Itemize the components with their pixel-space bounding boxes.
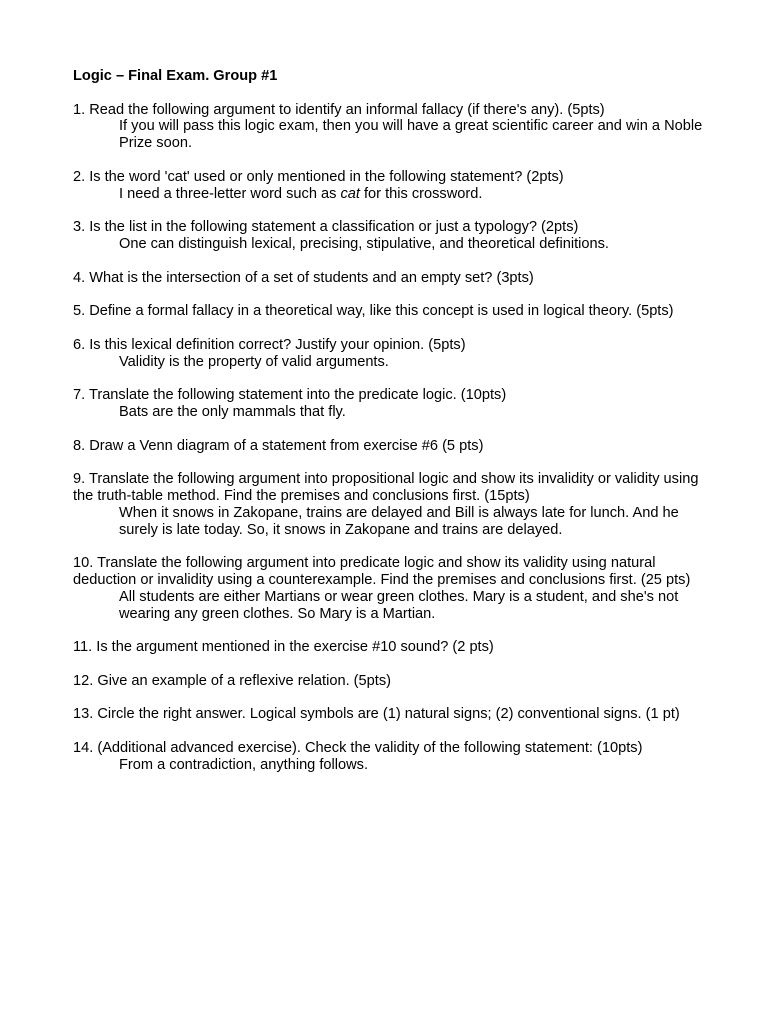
question-text: 2. Is the word 'cat' used or only mentioned in the following statement? (2pts) <box>73 168 564 185</box>
question-text: 5. Define a formal fallacy in a theoretical way, like this concept is used in logical theory. (5pts) <box>73 303 674 320</box>
question-quote: Validity is the property of valid arguments. <box>119 353 389 370</box>
question-text: 11. Is the argument mentioned in the exercise #10 sound? (2 pts) <box>73 639 494 656</box>
question-3 <box>73 219 703 253</box>
question-text: 10. Translate the following argument into predicate logic and show its validity using natural deduction or invalidity using a counterexample. Find the premises and conclusions first. (25 pts) <box>73 555 691 588</box>
question-4 <box>73 270 703 287</box>
question-text: 1. Read the following argument to identify an informal fallacy (if there's any). (5pts) <box>73 101 605 118</box>
question-1 <box>73 102 703 152</box>
question-quote: From a contradiction, anything follows. <box>119 756 369 773</box>
exam-title: Logic – Final Exam. Group #1 <box>73 68 278 84</box>
question-13 <box>73 706 703 723</box>
question-quote: If you will pass this logic exam, then you will have a great scientific career and win a Noble Prize soon. <box>119 118 703 152</box>
question-6 <box>73 337 703 371</box>
question-2 <box>73 169 703 203</box>
question-text: 9. Translate the following argument into propositional logic and show its invalidity or validity using the truth-table method. Find the premises and conclusions first. (15pts) <box>73 471 699 504</box>
question-text: 12. Give an example of a reflexive relation. (5pts) <box>73 672 391 689</box>
quote-italic-word: cat <box>340 185 360 202</box>
question-14 <box>73 740 703 774</box>
question-text: 13. Circle the right answer. Logical symbols are (1) natural signs; (2) conventional signs. (1 pt) <box>73 706 680 723</box>
question-10 <box>73 555 703 622</box>
exam-page <box>73 68 703 790</box>
question-quote: All students are either Martians or wear green clothes. Mary is a student, and she's not wearing any green clothes. So Mary is a Martian. <box>119 588 679 622</box>
question-text: 6. Is this lexical definition correct? Justify your opinion. (5pts) <box>73 336 466 353</box>
question-text: 14. (Additional advanced exercise). Check the validity of the following statement: (10pts) <box>73 739 643 756</box>
question-5 <box>73 303 703 320</box>
question-quote: Bats are the only mammals that fly. <box>119 403 346 420</box>
question-8 <box>73 438 703 455</box>
question-quote: When it snows in Zakopane, trains are delayed and Bill is always late for lunch. And he surely is late today. So, it snows in Zakopane and trains are delayed. <box>119 504 679 538</box>
quote-text: I need a three-letter word such as <box>119 185 341 202</box>
question-text: 3. Is the list in the following statement a classification or just a typology? (2pts) <box>73 219 579 236</box>
question-quote <box>73 186 703 203</box>
question-9 <box>73 471 703 538</box>
question-quote: One can distinguish lexical, precising, stipulative, and theoretical definitions. <box>119 235 609 252</box>
question-12 <box>73 673 703 690</box>
question-text: 8. Draw a Venn diagram of a statement from exercise #6 (5 pts) <box>73 437 484 454</box>
question-11 <box>73 639 703 656</box>
question-7 <box>73 387 703 421</box>
question-text: 4. What is the intersection of a set of students and an empty set? (3pts) <box>73 269 534 286</box>
quote-text: for this crossword. <box>359 185 483 202</box>
question-text: 7. Translate the following statement into the predicate logic. (10pts) <box>73 387 507 404</box>
